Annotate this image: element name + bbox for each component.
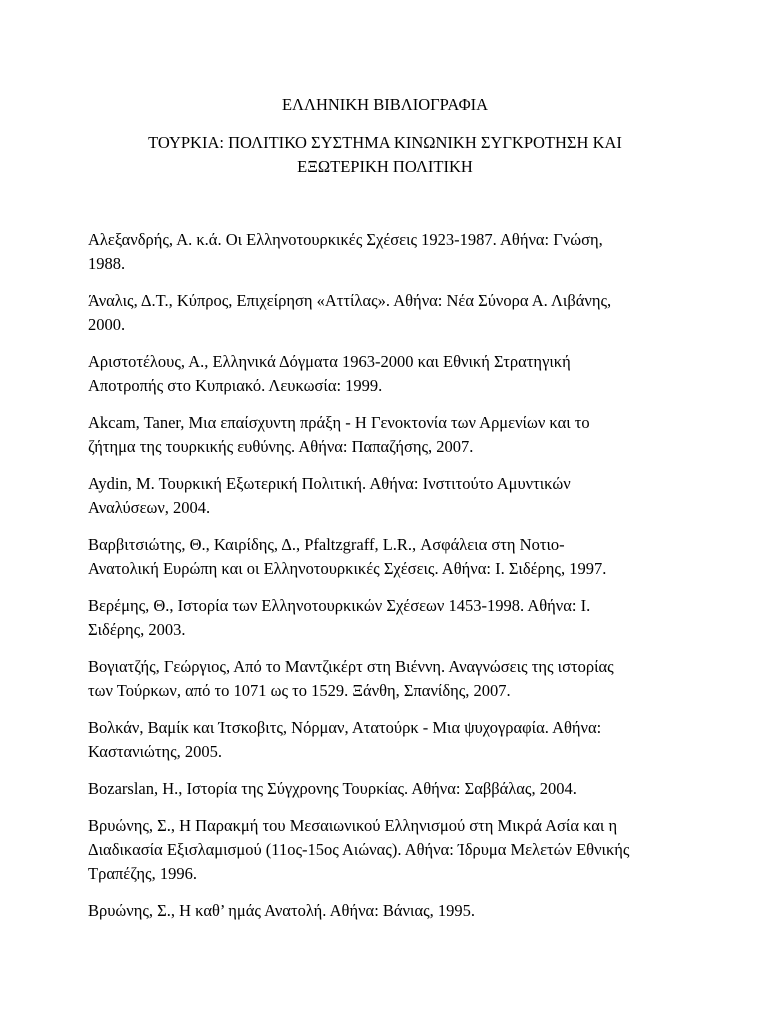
entry-line: Aydin, Μ. Τουρκική Εξωτερική Πολιτική. Αθήνα: Ινστιτούτο Αμυντικών [88, 474, 571, 493]
bibliography-entry [88, 472, 708, 520]
bibliography-entry [88, 228, 708, 276]
entry-line: Βρυώνης, Σ., Η Παρακμή του Μεσαιωνικού Ελληνισμού στη Μικρά Ασία και η [88, 816, 618, 835]
entry-line: Σιδέρης, 2003. [88, 620, 186, 639]
subtitle-line-2: ΕΞΩΤΕΡΙΚΗ ΠΟΛΙΤΙΚΗ [297, 157, 473, 176]
entry-line: Διαδικασία Εξισλαμισμού (11ος-15ος Αιώνας). Αθήνα: Ίδρυμα Μελετών Εθνικής [88, 840, 630, 859]
entry-line: ζήτημα της τουρκικής ευθύνης. Αθήνα: Παπαζήσης, 2007. [88, 437, 474, 456]
entry-line: Akcam, Taner, Μια επαίσχυντη πράξη - Η Γενοκτονία των Αρμενίων και το [88, 413, 590, 432]
entry-line: 2000. [88, 315, 126, 334]
bibliography-entry [88, 411, 708, 459]
entry-line: των Τούρκων, από το 1071 ως το 1529. Ξάνθη, Σπανίδης, 2007. [88, 681, 511, 700]
bibliography-entry [88, 655, 708, 703]
entry-line: Καστανιώτης, 2005. [88, 742, 223, 761]
page-subtitle [80, 131, 690, 179]
entry-line: Τραπέζης, 1996. [88, 864, 197, 883]
entry-line: Βολκάν, Βαμίκ και Ίτσκοβιτς, Νόρμαν, Ατατούρκ - Μια ψυχογραφία. Αθήνα: [88, 718, 602, 737]
entry-line: Ανατολική Ευρώπη και οι Ελληνοτουρκικές Σχέσεις. Αθήνα: Ι. Σιδέρης, 1997. [88, 559, 607, 578]
bibliography-entry [88, 899, 708, 923]
page-title: ΕΛΛΗΝΙΚΗ ΒΙΒΛΙΟΓΡΑΦΙΑ [281, 95, 489, 114]
entry-line: Βρυώνης, Σ., Η καθ’ ημάς Ανατολή. Αθήνα: Βάνιας, 1995. [88, 901, 476, 920]
bibliography-entry [88, 350, 708, 398]
entry-line: Αριστοτέλους, Α., Ελληνικά Δόγματα 1963-2000 και Εθνική Στρατηγική [88, 352, 571, 371]
entry-line: Άναλις, Δ.Τ., Κύπρος, Επιχείρηση «Αττίλας». Αθήνα: Νέα Σύνορα Α. Λιβάνης, [88, 291, 612, 310]
bibliography-entry [88, 716, 708, 764]
bibliography-entry [88, 289, 708, 337]
bibliography-entry [88, 533, 708, 581]
entry-line: Βογιατζής, Γεώργιος, Από το Μαντζικέρτ στη Βιέννη. Αναγνώσεις της ιστορίας [88, 657, 614, 676]
entry-line: Αλεξανδρής, Α. κ.ά. Οι Ελληνοτουρκικές Σχέσεις 1923-1987. Αθήνα: Γνώση, [88, 230, 603, 249]
entry-line: Βερέμης, Θ., Ιστορία των Ελληνοτουρκικών Σχέσεων 1453-1998. Αθήνα: Ι. [88, 596, 591, 615]
entry-line: Αναλύσεων, 2004. [88, 498, 211, 517]
bibliography-entry [88, 814, 708, 886]
entry-line: Αποτροπής στο Κυπριακό. Λευκωσία: 1999. [88, 376, 383, 395]
bibliography-entry [88, 777, 708, 801]
bibliography-list [88, 228, 708, 936]
entry-line: 1988. [88, 254, 126, 273]
entry-line: Bozarslan, H., Ιστορία της Σύγχρονης Τουρκίας. Αθήνα: Σαββάλας, 2004. [88, 779, 577, 798]
entry-line: Βαρβιτσιώτης, Θ., Καιρίδης, Δ., Pfaltzgraff, L.R., Ασφάλεια στη Νοτιο- [88, 535, 565, 554]
subtitle-line-1: ΤΟΥΡΚΙΑ: ΠΟΛΙΤΙΚΟ ΣΥΣΤΗΜΑ ΚΙΝΩΝΙΚΗ ΣΥΓΚΡΟΤΗΣΗ ΚΑΙ [148, 133, 622, 152]
bibliography-entry [88, 594, 708, 642]
